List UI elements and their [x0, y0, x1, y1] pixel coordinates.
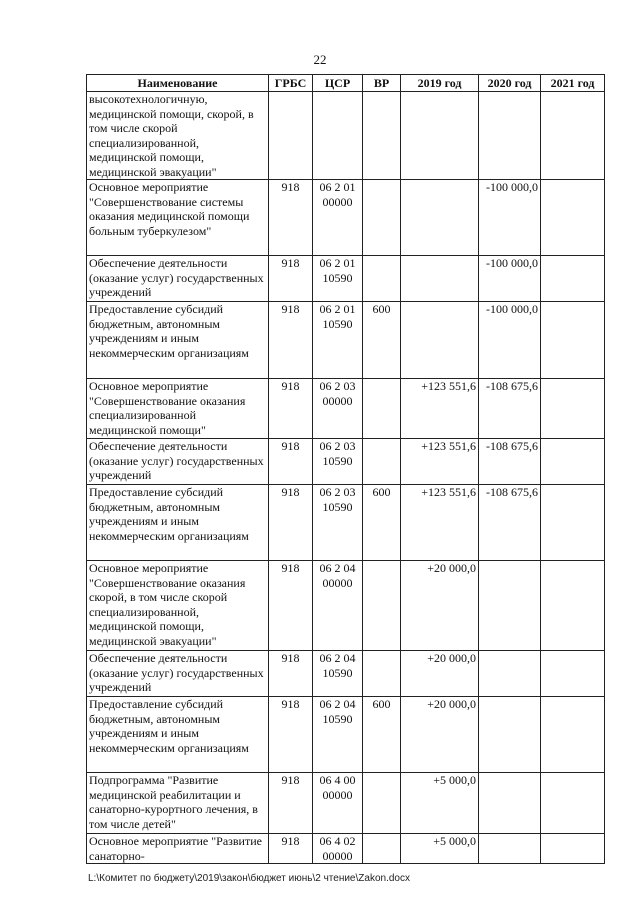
row-2019	[401, 256, 479, 302]
header-grbs: ГРБС	[269, 75, 313, 92]
row-2020: -108 675,6	[479, 439, 541, 485]
row-csr: 06 2 03 10590	[313, 439, 363, 485]
row-csr	[313, 92, 363, 180]
row-csr: 06 2 01 10590	[313, 302, 363, 379]
header-2020: 2020 год	[479, 75, 541, 92]
row-vr: 600	[363, 697, 401, 773]
budget-table	[86, 74, 605, 864]
footer-file-path: L:\Комитет по бюджету\2019\закон\бюджет июнь\2 чтение\Zakon.docx	[88, 873, 410, 884]
row-vr	[363, 834, 401, 864]
row-2020: -108 675,6	[479, 379, 541, 439]
table-row	[87, 256, 605, 302]
header-name: Наименование	[87, 75, 269, 92]
row-2021	[541, 302, 605, 379]
table-row	[87, 697, 605, 773]
row-2021	[541, 773, 605, 834]
row-vr	[363, 651, 401, 697]
row-csr: 06 2 03 00000	[313, 379, 363, 439]
row-name: Предоставление субсидий бюджетным, автономным учреждениям и иным некоммерческим организациям	[87, 697, 269, 773]
row-2019	[401, 180, 479, 256]
row-2019: +20 000,0	[401, 651, 479, 697]
row-grbs: 918	[269, 651, 313, 697]
row-grbs: 918	[269, 302, 313, 379]
row-grbs: 918	[269, 561, 313, 651]
row-2021	[541, 834, 605, 864]
row-2021	[541, 439, 605, 485]
row-2019	[401, 302, 479, 379]
row-2020	[479, 92, 541, 180]
row-2021	[541, 92, 605, 180]
row-name: Подпрограмма "Развитие медицинской реабилитации и санаторно-курортного лечения, в том числе детей"	[87, 773, 269, 834]
row-2021	[541, 256, 605, 302]
row-2021	[541, 697, 605, 773]
table-row	[87, 773, 605, 834]
row-grbs: 918	[269, 773, 313, 834]
row-grbs: 918	[269, 697, 313, 773]
row-2020: -100 000,0	[479, 302, 541, 379]
row-csr: 06 4 00 00000	[313, 773, 363, 834]
row-2019: +123 551,6	[401, 439, 479, 485]
row-grbs: 918	[269, 180, 313, 256]
table-row	[87, 561, 605, 651]
row-csr: 06 2 01 00000	[313, 180, 363, 256]
row-grbs: 918	[269, 834, 313, 864]
row-csr: 06 2 04 10590	[313, 651, 363, 697]
table-row	[87, 92, 605, 180]
row-2019: +5 000,0	[401, 834, 479, 864]
row-name: Предоставление субсидий бюджетным, автономным учреждениям и иным некоммерческим организациям	[87, 485, 269, 561]
page-number: 22	[313, 52, 327, 67]
row-vr	[363, 180, 401, 256]
row-2020	[479, 561, 541, 651]
row-2019: +5 000,0	[401, 773, 479, 834]
row-csr: 06 2 04 10590	[313, 697, 363, 773]
row-2021	[541, 561, 605, 651]
row-2020: -108 675,6	[479, 485, 541, 561]
row-2020: -100 000,0	[479, 180, 541, 256]
row-name: Обеспечение деятельности (оказание услуг) государственных учреждений	[87, 439, 269, 485]
row-2019: +123 551,6	[401, 379, 479, 439]
row-2020	[479, 697, 541, 773]
row-2021	[541, 651, 605, 697]
row-vr	[363, 773, 401, 834]
row-vr	[363, 439, 401, 485]
row-2020	[479, 834, 541, 864]
row-csr: 06 2 03 10590	[313, 485, 363, 561]
row-name: высокотехнологичную, медицинской помощи, скорой, в том числе скорой специализированной, медицинской помощи, медицинской эвакуации"	[87, 92, 269, 180]
row-vr	[363, 92, 401, 180]
row-2019	[401, 92, 479, 180]
table-row	[87, 651, 605, 697]
table-row	[87, 834, 605, 864]
row-2019: +20 000,0	[401, 697, 479, 773]
row-name: Основное мероприятие "Совершенствование оказания скорой, в том числе скорой специализированной, медицинской помощи, медицинской эвакуации"	[87, 561, 269, 651]
table-row	[87, 302, 605, 379]
row-name: Предоставление субсидий бюджетным, автономным учреждениям и иным некоммерческим организациям	[87, 302, 269, 379]
row-grbs: 918	[269, 256, 313, 302]
row-2020: -100 000,0	[479, 256, 541, 302]
table-header-row	[87, 75, 605, 92]
row-csr: 06 2 01 10590	[313, 256, 363, 302]
row-2020	[479, 651, 541, 697]
row-2020	[479, 773, 541, 834]
header-2019: 2019 год	[401, 75, 479, 92]
row-2019: +20 000,0	[401, 561, 479, 651]
row-2019: +123 551,6	[401, 485, 479, 561]
row-2021	[541, 180, 605, 256]
row-name: Обеспечение деятельности (оказание услуг) государственных учреждений	[87, 651, 269, 697]
header-2021: 2021 год	[541, 75, 605, 92]
row-vr: 600	[363, 485, 401, 561]
row-grbs	[269, 92, 313, 180]
row-vr	[363, 256, 401, 302]
row-2021	[541, 379, 605, 439]
table-row	[87, 485, 605, 561]
row-vr	[363, 379, 401, 439]
row-csr: 06 2 04 00000	[313, 561, 363, 651]
header-csr: ЦСР	[313, 75, 363, 92]
row-name: Основное мероприятие "Развитие санаторно-	[87, 834, 269, 864]
row-name: Основное мероприятие "Совершенствование системы оказания медицинской помощи больным туберкулезом"	[87, 180, 269, 256]
row-vr	[363, 561, 401, 651]
table-row	[87, 439, 605, 485]
header-vr: ВР	[363, 75, 401, 92]
table-row	[87, 180, 605, 256]
row-grbs: 918	[269, 439, 313, 485]
row-csr: 06 4 02 00000	[313, 834, 363, 864]
table-row	[87, 379, 605, 439]
row-grbs: 918	[269, 379, 313, 439]
row-2021	[541, 485, 605, 561]
row-name: Основное мероприятие "Совершенствование оказания специализированной медицинской помощи"	[87, 379, 269, 439]
row-name: Обеспечение деятельности (оказание услуг) государственных учреждений	[87, 256, 269, 302]
row-grbs: 918	[269, 485, 313, 561]
row-vr: 600	[363, 302, 401, 379]
